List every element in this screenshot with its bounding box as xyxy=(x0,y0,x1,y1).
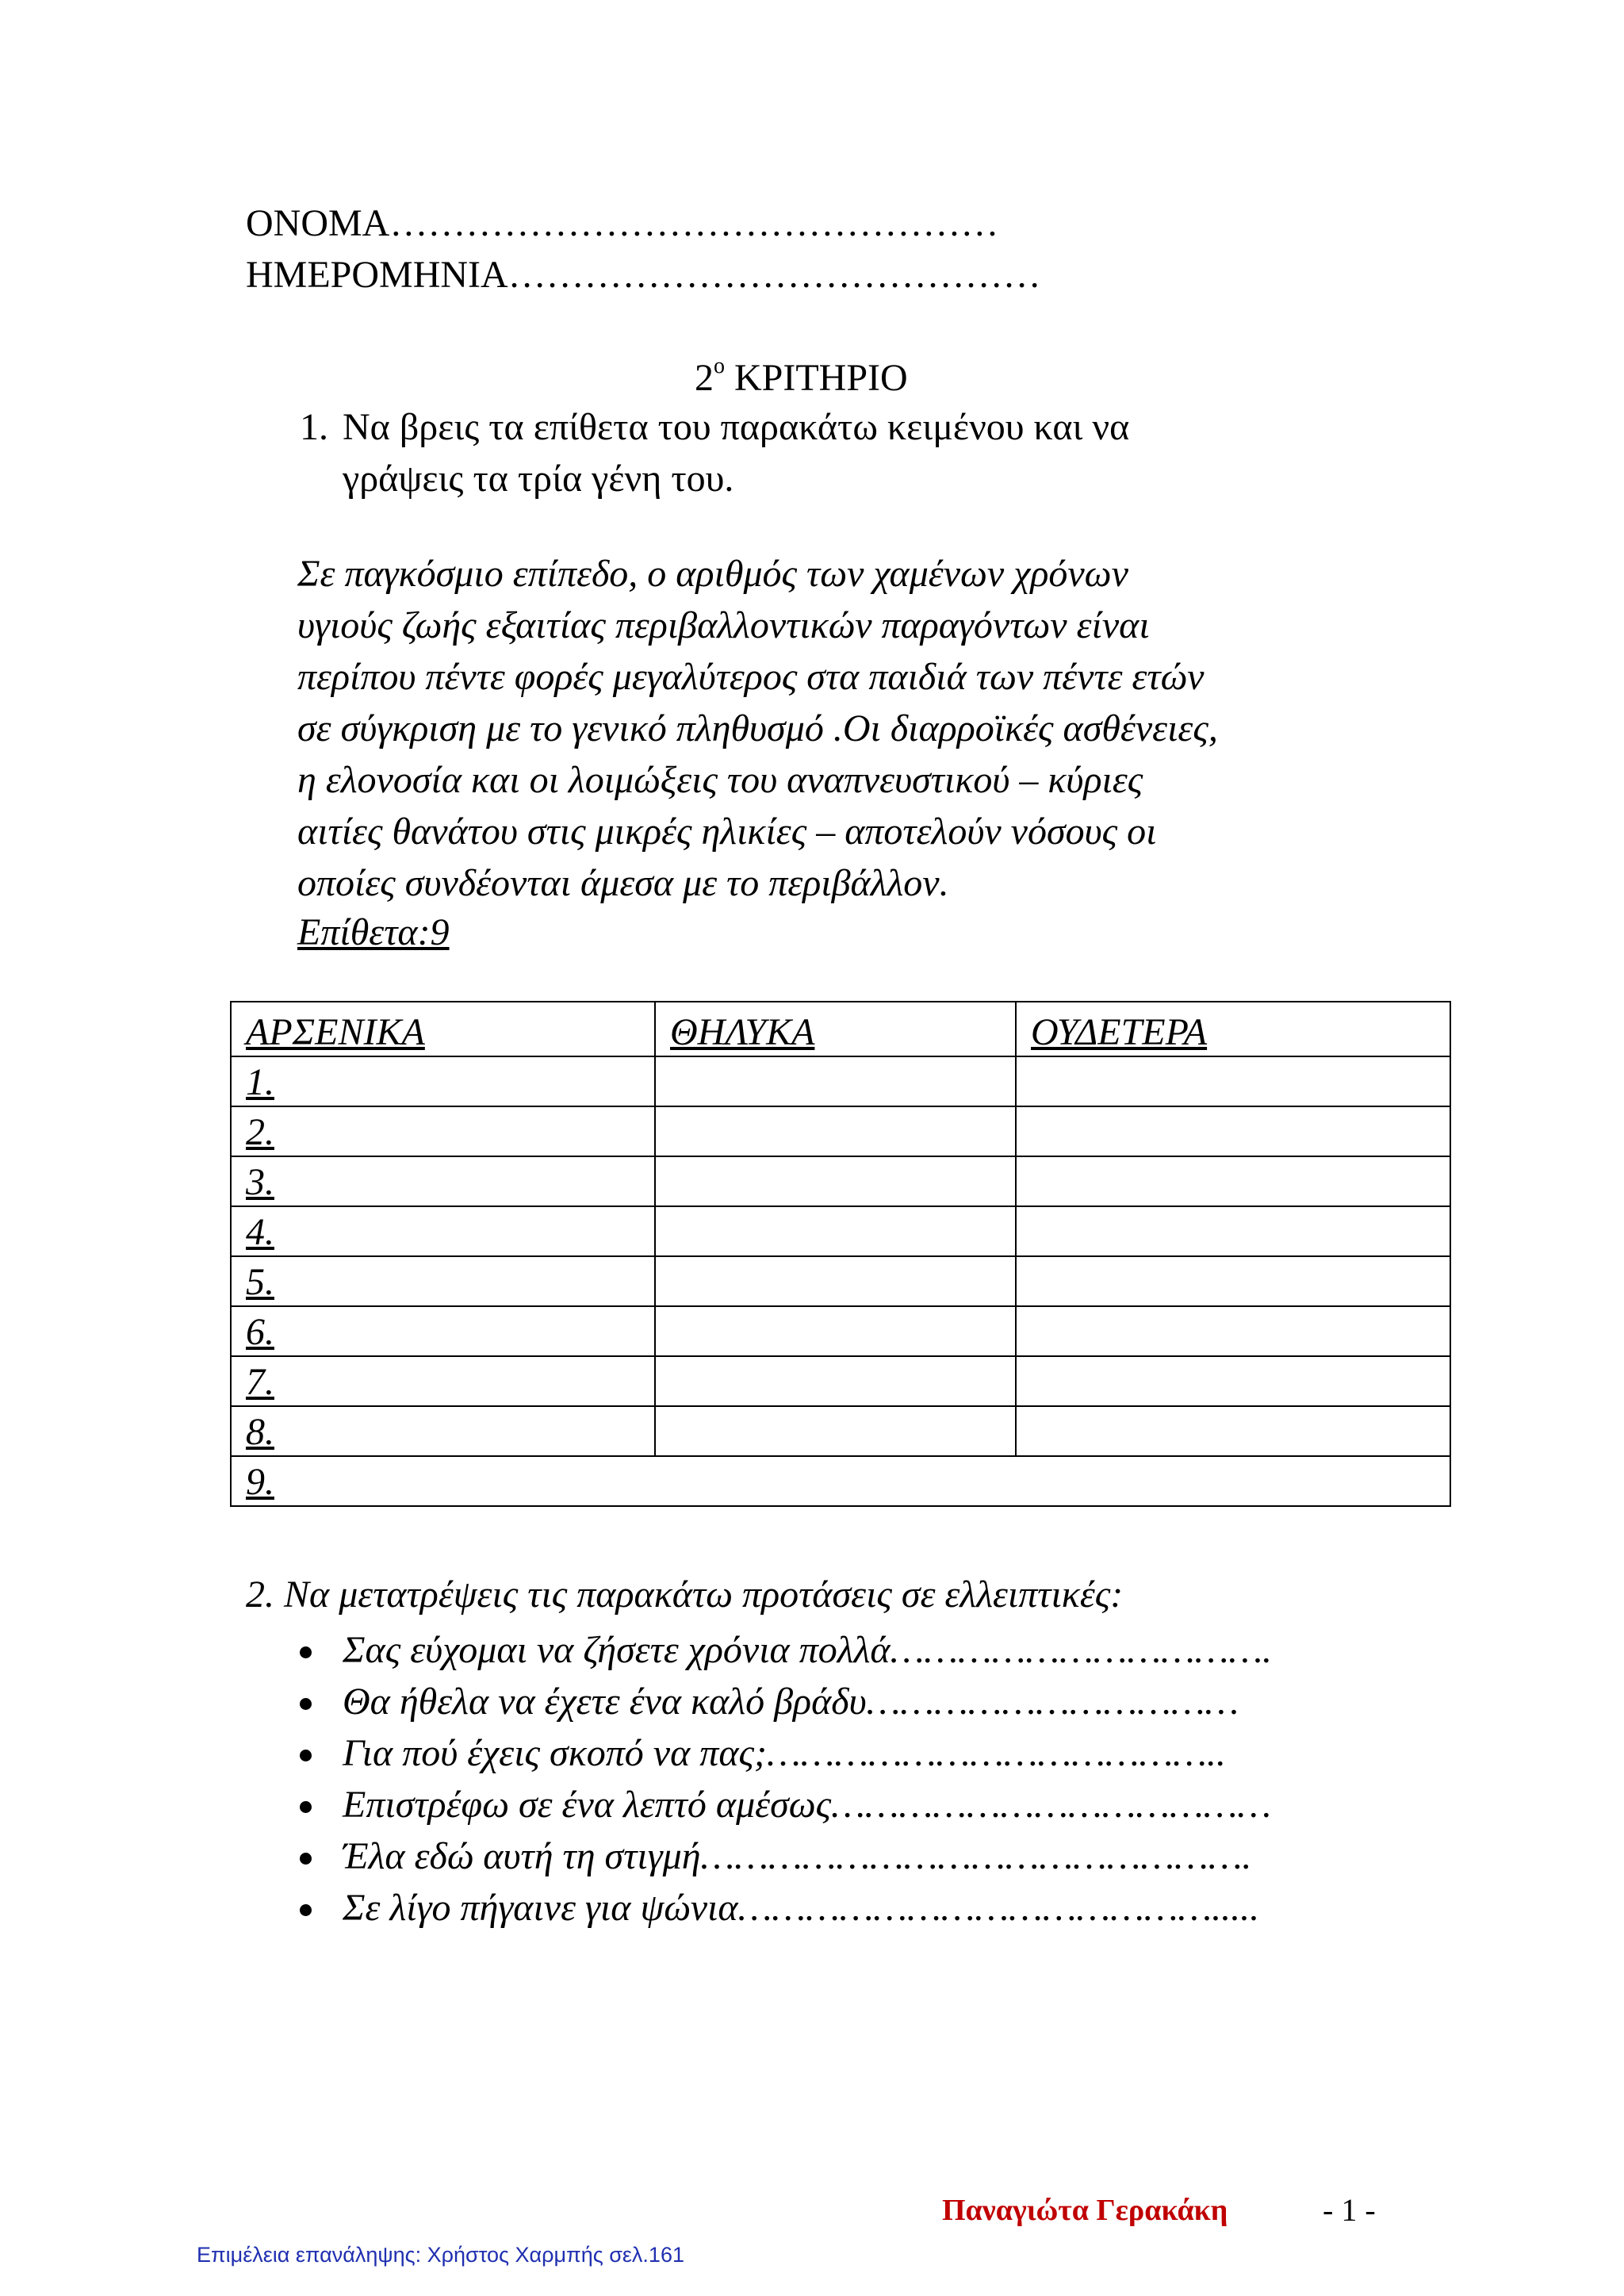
answer-cell[interactable] xyxy=(655,1356,1016,1406)
row-number: 5. xyxy=(231,1256,655,1306)
row-number: 3. xyxy=(231,1156,655,1206)
date-line: ΗΜΕΡΟΜΗΝΙΑ…………………………………… xyxy=(246,254,1041,296)
table-row xyxy=(231,1456,1450,1506)
title-number: 2 xyxy=(695,357,714,399)
adjectives-label: Επίθετα:9 xyxy=(297,911,450,953)
answer-cell[interactable] xyxy=(655,1106,1016,1156)
list-item: Για πού έχεις σκοπό να πας;………………………………….. xyxy=(343,1732,1226,1774)
exercise2-heading: 2. Να μετατρέψεις τις παρακάτω προτάσεις σε ελλειπτικές: xyxy=(246,1573,1124,1616)
answer-cell[interactable] xyxy=(655,1306,1016,1356)
answer-cell[interactable] xyxy=(1016,1206,1450,1256)
table-header-row xyxy=(231,1002,1450,1056)
header-neuter: ΟΥΔΕΤΕΡΑ xyxy=(1016,1002,1450,1056)
exercise1-line2: γράψεις τα τρία γένη του. xyxy=(343,458,734,500)
answer-cell[interactable] xyxy=(1016,1406,1450,1456)
table-row xyxy=(231,1056,1450,1106)
list-item: Επιστρέφω σε ένα λεπτό αμέσως………………………………… xyxy=(343,1784,1271,1826)
passage-line: η ελονοσία και οι λοιμώξεις του αναπνευστικού – κύριες xyxy=(297,759,1143,801)
footer-author: Παναγιώτα Γερακάκη xyxy=(942,2194,1228,2227)
row-number: 4. xyxy=(231,1206,655,1256)
row-number: 9. xyxy=(231,1456,1450,1506)
bullet-icon xyxy=(300,1904,312,1916)
page-title xyxy=(695,355,908,397)
footer-page-number: - 1 - xyxy=(1323,2192,1376,2228)
row-number: 2. xyxy=(231,1106,655,1156)
answer-cell[interactable] xyxy=(655,1406,1016,1456)
row-number: 7. xyxy=(231,1356,655,1406)
footer-credit: Επιμέλεια επανάληψης: Χρήστος Χαρμπής σελ.161 xyxy=(197,2243,684,2267)
list-item: Θα ήθελα να έχετε ένα καλό βράδυ…………………………… xyxy=(343,1681,1239,1723)
passage-line: σε σύγκριση με το γενικό πληθυσμό .Οι διαρροϊκές ασθένειες, xyxy=(297,707,1218,749)
header-feminine: ΘΗΛΥΚΑ xyxy=(655,1002,1016,1056)
header-masculine: ΑΡΣΕΝΙΚΑ xyxy=(231,1002,655,1056)
title-superscript: ο xyxy=(714,354,725,378)
passage-line: οποίες συνδέονται άμεσα με το περιβάλλον. xyxy=(297,862,949,904)
answer-cell[interactable] xyxy=(1016,1256,1450,1306)
table-row xyxy=(231,1156,1450,1206)
answer-cell[interactable] xyxy=(655,1056,1016,1106)
table-row xyxy=(231,1406,1450,1456)
passage-line: Σε παγκόσμιο επίπεδο, ο αριθμός των χαμένων χρόνων xyxy=(297,553,1128,595)
answer-cell[interactable] xyxy=(1016,1156,1450,1206)
answer-cell[interactable] xyxy=(1016,1356,1450,1406)
exercise1-line1: Να βρεις τα επίθετα του παρακάτω κειμένου και να xyxy=(343,406,1130,448)
table-row xyxy=(231,1356,1450,1406)
table-row xyxy=(231,1306,1450,1356)
exercise1-number: 1. xyxy=(300,406,328,448)
bullet-icon xyxy=(300,1853,312,1865)
row-number: 1. xyxy=(231,1056,655,1106)
bullet-icon xyxy=(300,1646,312,1658)
title-text: ΚΡΙΤΗΡΙΟ xyxy=(734,357,908,399)
answer-cell[interactable] xyxy=(655,1156,1016,1206)
list-item: Έλα εδώ αυτή τη στιγμή…………………………………………. xyxy=(343,1835,1252,1877)
answer-cell[interactable] xyxy=(1016,1056,1450,1106)
row-number: 6. xyxy=(231,1306,655,1356)
table-row xyxy=(231,1206,1450,1256)
row-number: 8. xyxy=(231,1406,655,1456)
passage-line: αιτίες θανάτου στις μικρές ηλικίες – αποτελούν νόσους οι xyxy=(297,811,1157,853)
passage-line: περίπου πέντε φορές μεγαλύτερος στα παιδιά των πέντε ετών xyxy=(297,656,1205,698)
bullet-icon xyxy=(300,1750,312,1761)
bullet-icon xyxy=(300,1801,312,1813)
name-line: ΟΝΟΜΑ………………………………………… xyxy=(246,202,999,244)
answer-cell[interactable] xyxy=(655,1206,1016,1256)
answer-cell[interactable] xyxy=(1016,1306,1450,1356)
table-row xyxy=(231,1256,1450,1306)
answer-cell[interactable] xyxy=(1016,1106,1450,1156)
answer-cell[interactable] xyxy=(655,1256,1016,1306)
bullet-icon xyxy=(300,1698,312,1710)
list-item: Σας εύχομαι να ζήσετε χρόνια πολλά……………………………. xyxy=(343,1629,1273,1671)
table-row xyxy=(231,1106,1450,1156)
passage-line: υγιούς ζωής εξαιτίας περιβαλλοντικών παραγόντων είναι xyxy=(297,604,1150,646)
list-item: Σε λίγο πήγαινε για ψώνια……………………………………..... xyxy=(343,1887,1260,1929)
answer-table xyxy=(230,1001,1451,1507)
